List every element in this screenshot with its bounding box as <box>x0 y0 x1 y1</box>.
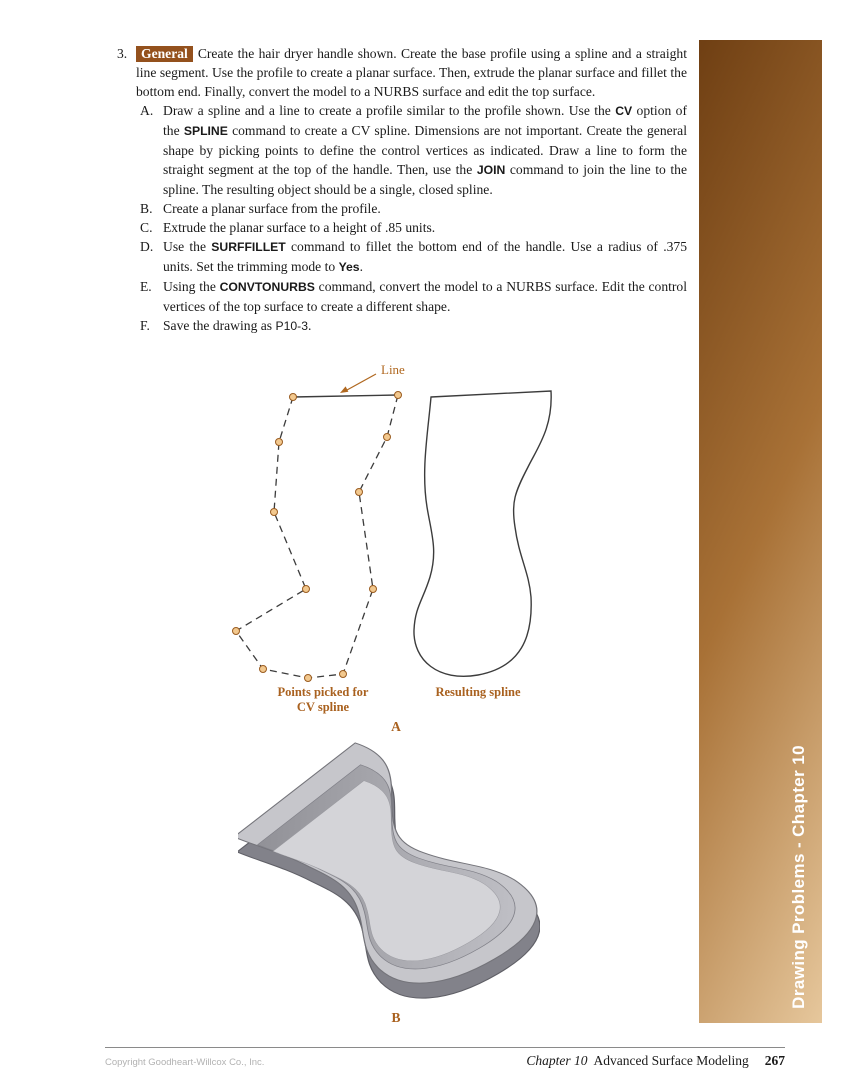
line-callout-label: Line <box>381 362 405 377</box>
problem-intro <box>136 44 687 101</box>
caption-points-picked: Points picked for CV spline <box>277 685 369 714</box>
control-vertex-dots <box>233 392 402 682</box>
footer-page-number: 267 <box>764 1053 785 1068</box>
problem-3 <box>105 44 687 336</box>
figure-b <box>105 742 687 1042</box>
step-text: Using the CONVTONURBS command, convert the model to a NURBS surface. Edit the control vertices of the top surface to create a different shape. <box>163 279 687 314</box>
figure-b-label: B <box>391 1010 401 1025</box>
step-a <box>136 101 687 199</box>
step-letter: F. <box>140 318 150 333</box>
step-text: Use the SURFFILLET command to fillet the bottom end of the handle. Use a radius of .375 units. Set the trimming mode to Yes. <box>163 239 688 274</box>
step-c <box>136 218 687 237</box>
top-line-segment <box>293 395 398 397</box>
step-letter: B. <box>140 201 153 216</box>
step-letter: E. <box>140 279 152 294</box>
step-text: Create a planar surface from the profile. <box>163 201 381 216</box>
step-b <box>136 199 687 218</box>
problem-block <box>105 44 687 336</box>
figure-a <box>105 362 687 742</box>
figure-a-svg <box>221 362 575 684</box>
footer-chapter-number: Chapter 10 <box>526 1053 588 1068</box>
chapter-sidebar-band <box>699 40 822 1023</box>
step-letter: D. <box>140 239 154 254</box>
figure-a-label: A <box>391 719 401 734</box>
resulting-spline-outline <box>414 391 551 676</box>
cv-spline-dashed-profile <box>236 395 398 678</box>
step-text: Save the drawing as P10-3. <box>163 318 312 333</box>
step-text: Draw a spline and a line to create a profile similar to the profile shown. Use the CV option of the SPLINE command to create a CV spline. Dimensions are not important. Create the general shape by picking points to define the control vertices as indicated. Draw a line to form the straight segment at the top of the handle. Then, use the JOIN command to join the line to the spline. The resulting object should be a single, closed spline. <box>163 103 687 197</box>
figure-b-svg <box>238 742 540 1010</box>
step-list <box>136 101 687 336</box>
step-text: Extrude the planar surface to a height of .85 units. <box>163 220 436 235</box>
copyright-text: Copyright Goodheart-Willcox Co., Inc. <box>105 1057 265 1068</box>
caption-resulting-spline: Resulting spline <box>435 685 521 699</box>
step-d <box>136 237 687 277</box>
problem-number: 3. <box>117 46 128 61</box>
problem-body <box>136 44 687 336</box>
general-badge: General <box>136 46 193 62</box>
step-e <box>136 277 687 316</box>
footer-chapter-title: Advanced Surface Modeling <box>593 1053 749 1068</box>
footer-chapter-info <box>526 1053 785 1069</box>
problem-intro-text: Create the hair dryer handle shown. Create the base profile using a spline and a straight line segment. Use the profile to create a planar surface. Then, extrude the planar surface and fillet the bottom end. Finally, convert the model to a NURBS surface and edit the top surface. <box>136 46 687 99</box>
step-f <box>136 316 687 336</box>
sidebar-chapter-label: Drawing Problems - Chapter 10 <box>789 745 808 1009</box>
page-footer <box>105 1047 785 1069</box>
line-callout-arrow <box>340 374 376 393</box>
step-letter: A. <box>140 103 154 118</box>
step-letter: C. <box>140 220 153 235</box>
